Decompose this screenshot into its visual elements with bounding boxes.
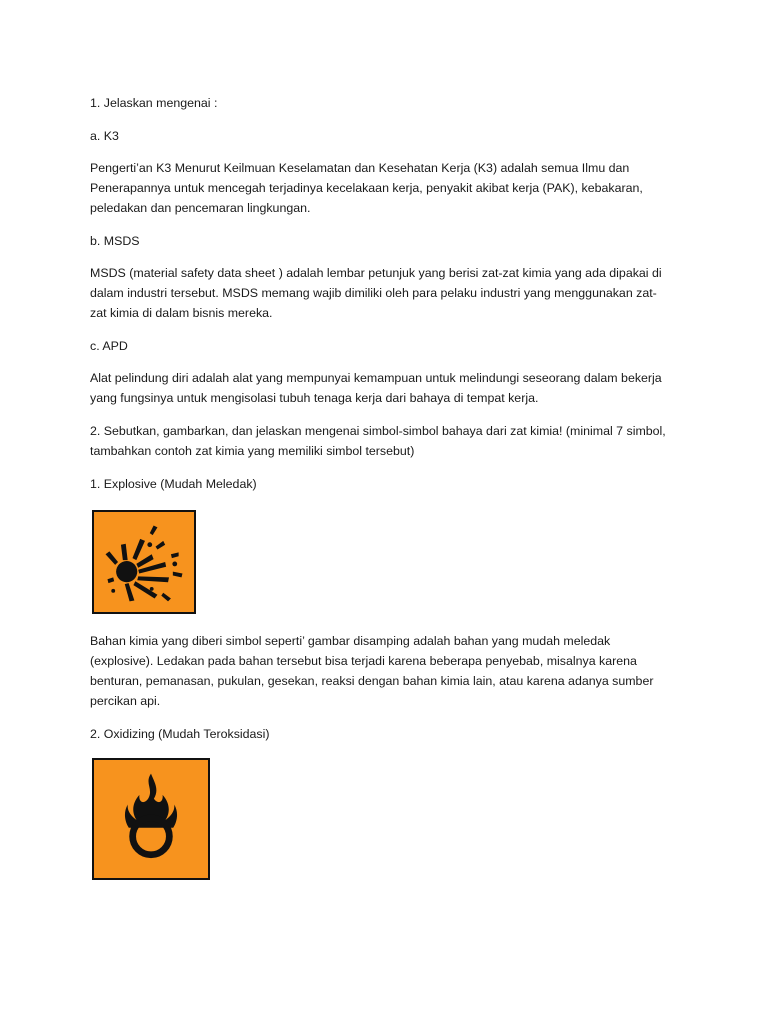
question-1-heading: 1. Jelaskan mengenai : — [90, 96, 218, 110]
explosive-title: 1. Explosive (Mudah Meledak) — [90, 477, 257, 491]
apd-text-line-2: yang fungsinya untuk mengisolasi tubuh tenaga kerja dari bahaya di tempat kerja. — [90, 391, 539, 405]
msds-text-line-1: MSDS (material safety data sheet ) adalah lembar petunjuk yang berisi zat-zat kimia yang ada dipakai di — [90, 266, 662, 280]
msds-text-line-3: zat kimia di dalam bisnis mereka. — [90, 306, 273, 320]
apd-label: c. APD — [90, 339, 128, 353]
explosive-text-line-4: percikan api. — [90, 694, 161, 708]
explosive-text-line-3: benturan, pemanasan, pukulan, gesekan, reaksi dengan bahan kimia lain, atau karena adanya sumber — [90, 674, 654, 688]
msds-label: b. MSDS — [90, 234, 140, 248]
explosive-text-line-2: (explosive). Ledakan pada bahan tersebut bisa terjadi karena beberapa penyebab, misalnya karena — [90, 654, 637, 668]
apd-text-line-1: Alat pelindung diri adalah alat yang mempunyai kemampuan untuk melindungi seseorang dalam bekerja — [90, 371, 662, 385]
k3-text-line-3: peledakan dan pencemaran lingkungan. — [90, 201, 311, 215]
k3-label: a. K3 — [90, 129, 119, 143]
msds-text-line-2: dalam industri tersebut. MSDS memang wajib dimiliki oleh para pelaku industri yang menggunakan zat- — [90, 286, 657, 300]
oxidizing-title: 2. Oxidizing (Mudah Teroksidasi) — [90, 727, 270, 741]
k3-text-line-2: Penerapannya untuk mencegah terjadinya kecelakaan kerja, penyakit akibat kerja (PAK), kebakaran, — [90, 181, 643, 195]
question-2-line-1: 2. Sebutkan, gambarkan, dan jelaskan mengenai simbol-simbol bahaya dari zat kimia! (minimal 7 simbol, — [90, 424, 666, 438]
question-2-line-2: tambahkan contoh zat kimia yang memiliki simbol tersebut) — [90, 444, 415, 458]
oxidizing-icon — [92, 758, 210, 880]
explosive-text-line-1: Bahan kimia yang diberi simbol seperti’ gambar disamping adalah bahan yang mudah meledak — [90, 634, 611, 648]
k3-text-line-1: Pengerti’an K3 Menurut Keilmuan Keselamatan dan Kesehatan Kerja (K3) adalah semua Ilmu dan — [90, 161, 630, 175]
explosive-icon — [92, 510, 196, 614]
